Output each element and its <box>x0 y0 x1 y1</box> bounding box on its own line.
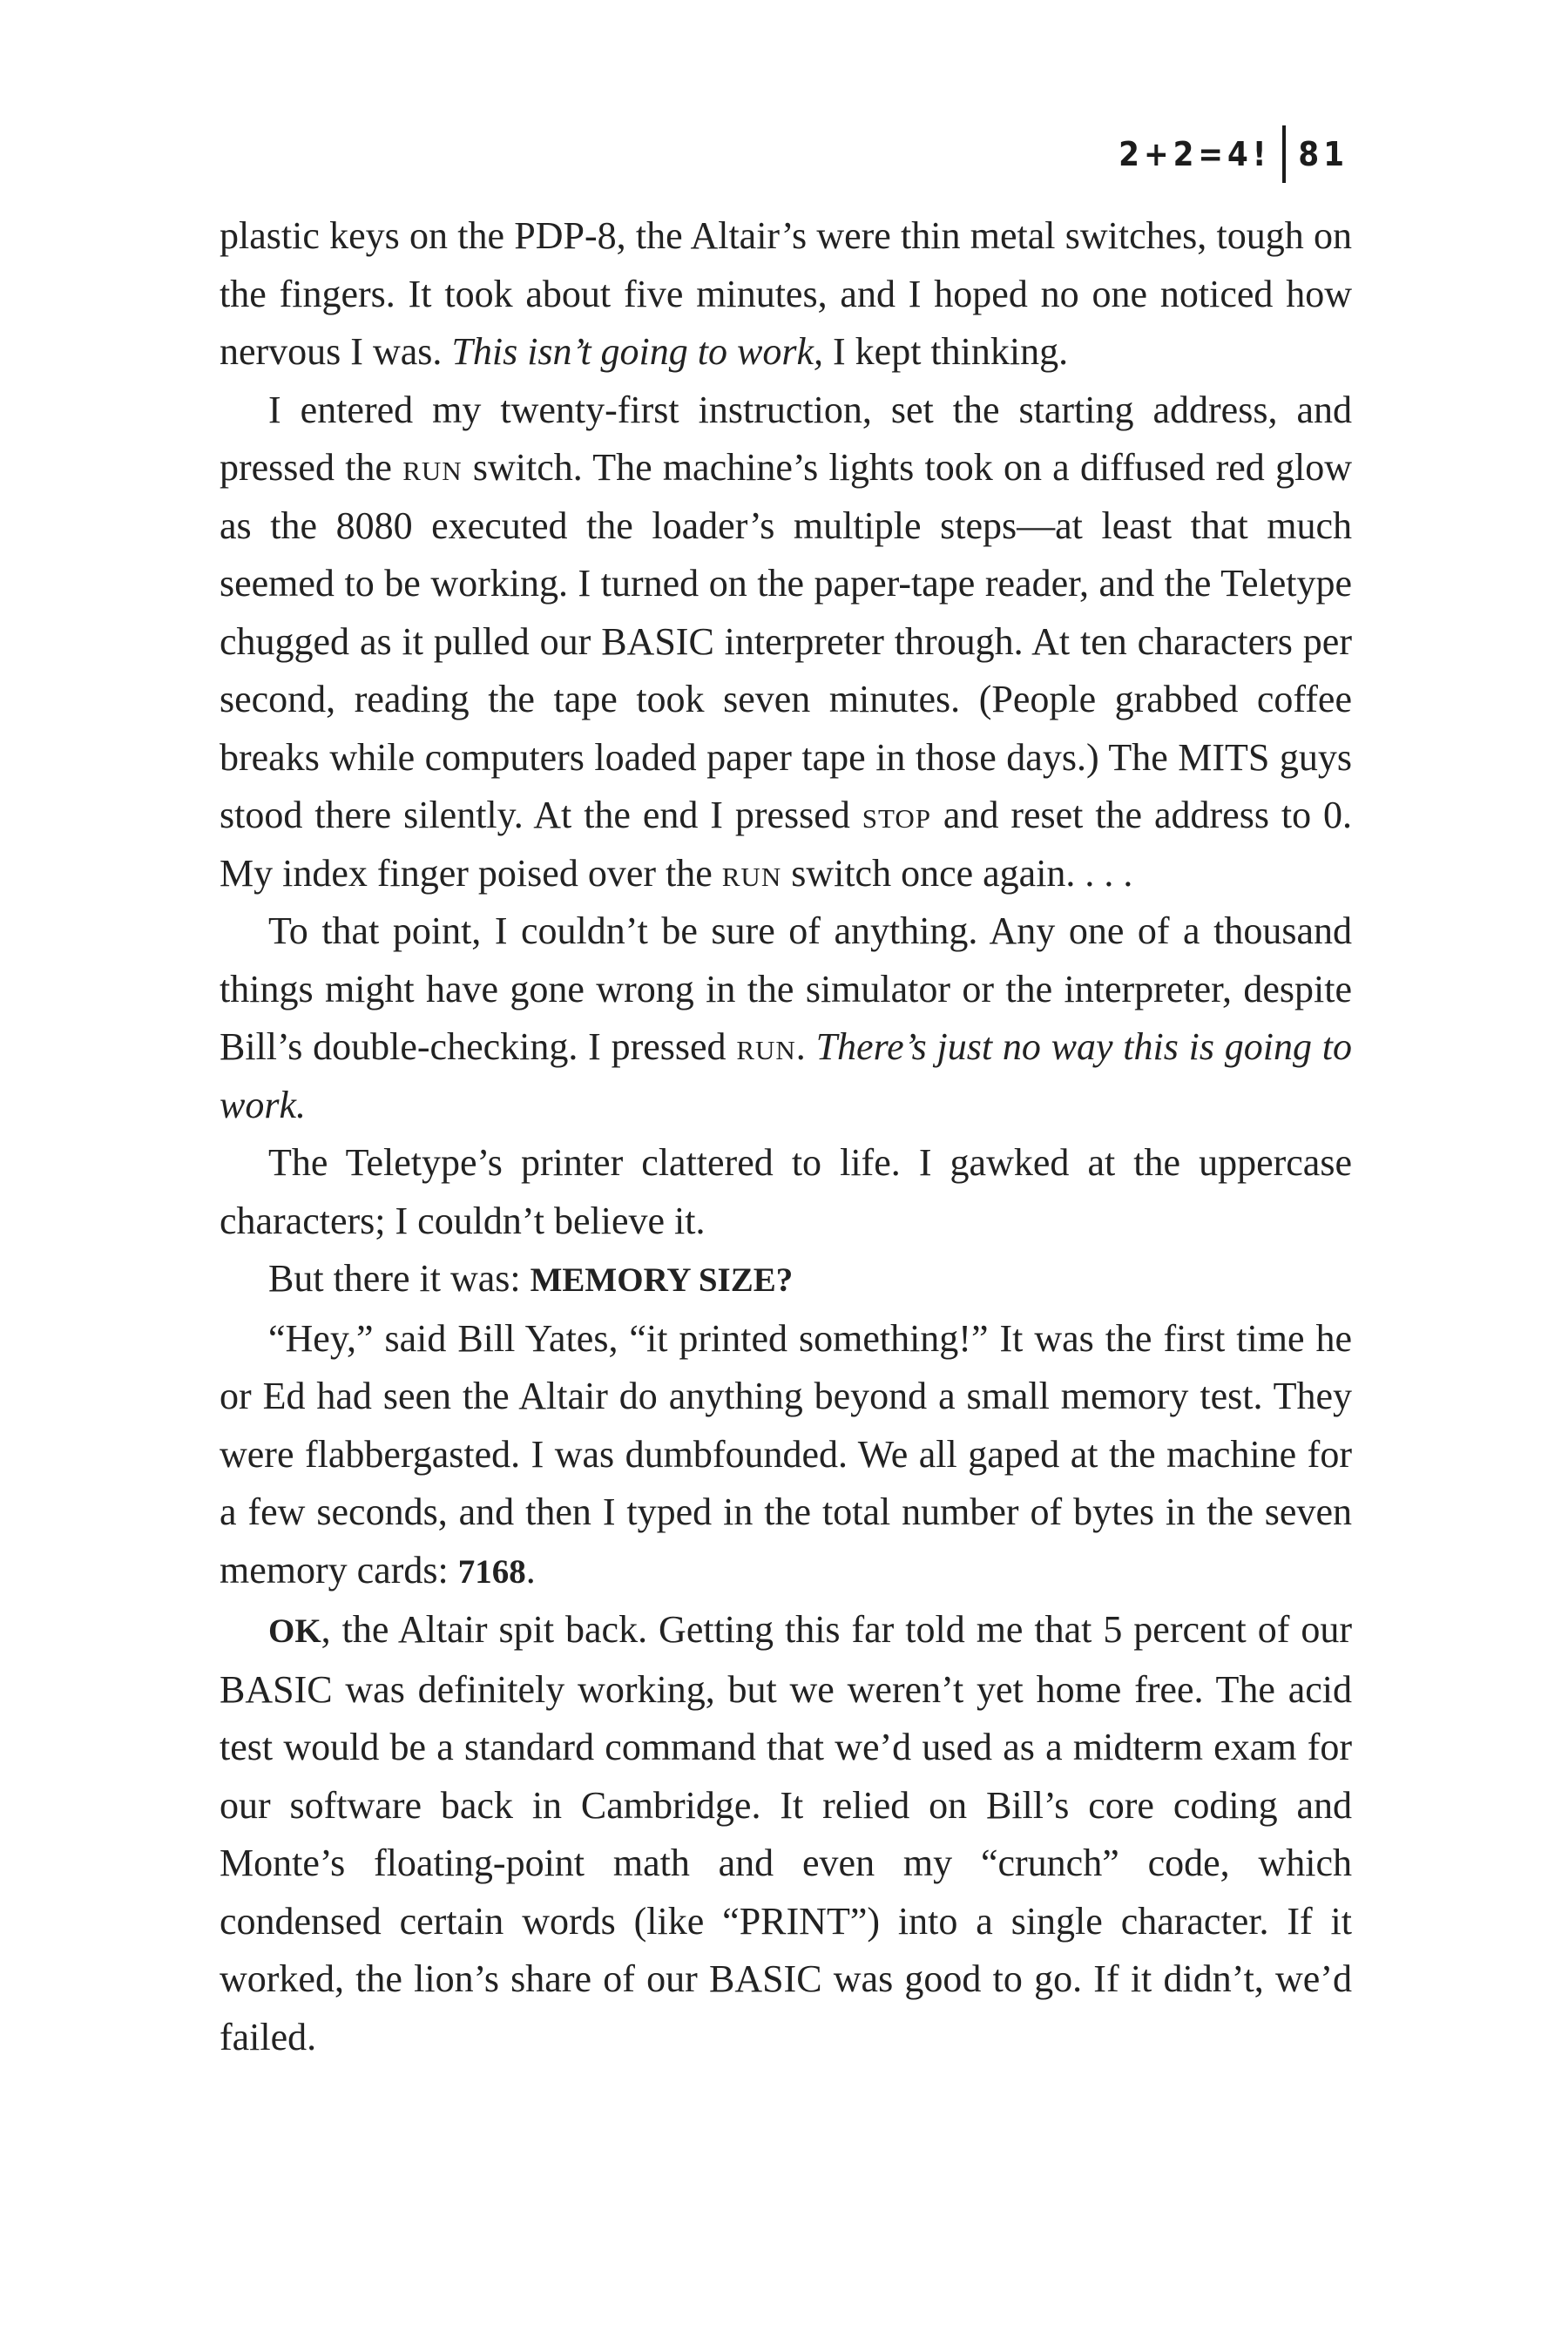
running-title: 2+2=4! <box>1119 135 1271 173</box>
p4-text: The Teletype’s printer clattered to life. I gawked at the uppercase characters; I couldn’t believe it. <box>220 1141 1352 1242</box>
run-keyword: run <box>736 1025 796 1068</box>
p2-text-end: switch once again. . . . <box>781 851 1133 895</box>
memory-input-value: 7168 <box>457 1552 526 1591</box>
paragraph-2 <box>220 382 1352 903</box>
stop-keyword: stop <box>862 794 931 836</box>
p1-text-end: I kept thinking. <box>823 330 1069 373</box>
p2-text-mid: switch. The machine’s lights took on a diffused red glow as the 8080 executed the loader’s multiple steps—at least that much seemed to be working. I turned on the paper-tape reader, and the Teletype chugged as it pulled our BASIC interpreter through. At ten characters per second, reading the tape took seven minutes. (People grabbed coffee breaks while computers loaded paper tape in those days.) The MITS guys stood there silently. At the end I pressed <box>220 446 1352 836</box>
p1-italic: This isn’t going to work, <box>451 330 824 373</box>
running-head <box>1119 124 1348 185</box>
p2-text-mid2: and reset the address to 0. My index finger poised over the <box>220 794 1352 895</box>
p6-text: “Hey,” said Bill Yates, “it printed something!” It was the first time he or Ed had seen the Altair do anything beyond a small memory test. They were flabbergasted. I was dumbfounded. We all gaped at the machine for a few seconds, and then I typed in the total number of bytes in the seven memory cards: <box>220 1316 1352 1592</box>
p5-text: But there it was: <box>268 1257 531 1300</box>
p3-text: To that point, I couldn’t be sure of anything. Any one of a thousand things might have gone wrong in the simulator or the interpreter, despite Bill’s double-checking. I pressed <box>220 909 1352 1068</box>
paragraph-1 <box>220 207 1352 382</box>
paragraph-4 <box>220 1134 1352 1250</box>
p2-text: I entered my twenty-first instruction, set the starting address, and pressed the <box>220 388 1352 489</box>
body-text <box>220 207 1352 2066</box>
p6-punct: . <box>525 1548 536 1592</box>
paragraph-7 <box>220 1601 1352 2066</box>
paragraph-3 <box>220 902 1352 1134</box>
p7-text: , the Altair spit back. Getting this far told me that 5 percent of our BASIC was definitely working, but we weren’t yet home free. The acid test would be a standard command that we’d used as a midterm exam for our software back in Cambridge. It relied on Bill’s core coding and Monte’s floating-point math and even my “crunch” code, which condensed certain words (like “PRINT”) into a single character. If it worked, the lion’s share of our BASIC was good to go. If it didn’t, we’d failed. <box>220 1608 1352 2058</box>
run-keyword: run <box>721 851 782 895</box>
ok-output: OK <box>268 1612 321 1650</box>
header-divider <box>1282 125 1286 183</box>
paragraph-5 <box>220 1250 1352 1310</box>
memory-size-output: MEMORY SIZE? <box>530 1261 794 1299</box>
paragraph-6 <box>220 1310 1352 1602</box>
p1-text: plastic keys on the PDP-8, the Altair’s were thin metal switches, tough on the fingers. It took about five minutes, and I hoped no one noticed how nervous I was. <box>220 214 1352 373</box>
run-keyword: run <box>402 446 463 489</box>
page-number: 81 <box>1298 135 1348 173</box>
p3-italic: There’s just no way this is going to work. <box>220 1025 1352 1126</box>
p3-punct: . <box>795 1025 816 1068</box>
